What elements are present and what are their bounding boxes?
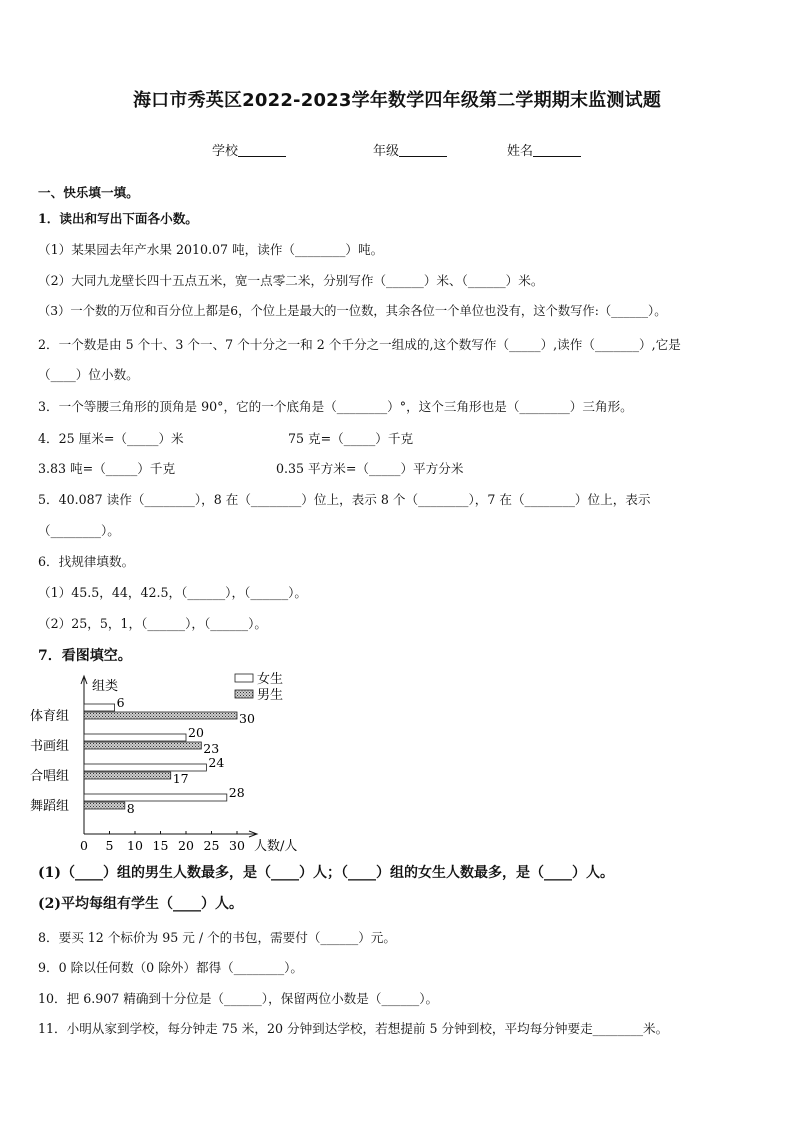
bar-value-label: 24 — [208, 755, 225, 770]
bar-chart — [30, 668, 330, 854]
bar-value-label: 17 — [172, 771, 189, 786]
x-tick-label: 0 — [80, 838, 88, 853]
question-1-part-1: （1）某果园去年产水果 2010.07 吨，读作（________）吨。 — [38, 242, 384, 257]
question-11: 11．小明从家到学校，每分钟走 75 米，20 分钟到达学校，若想提前 5 分钟到校，平均每分钟要走________米。 — [38, 1021, 669, 1036]
bar-male — [84, 742, 201, 749]
bar-value-label: 28 — [228, 785, 245, 800]
category-label: 舞蹈组 — [30, 799, 70, 814]
x-tick-label: 20 — [178, 838, 194, 853]
grade-field — [373, 140, 447, 159]
page-title: 海口市秀英区2022-2023学年数学四年级第二学期期末监测试题 — [132, 90, 662, 111]
name-label: 姓名 — [507, 144, 534, 159]
name-blank — [533, 143, 581, 157]
question-4-d: 0.35 平方米=（_____）平方分米 — [276, 461, 464, 476]
bar-female — [84, 794, 227, 801]
x-tick-label: 15 — [152, 838, 169, 853]
bar-female — [84, 704, 115, 711]
y-axis-label: 组类 — [92, 679, 119, 694]
legend-label: 女生 — [257, 672, 284, 687]
question-9: 9．0 除以任何数（0 除外）都得（________）。 — [38, 960, 304, 975]
category-label: 书画组 — [30, 739, 70, 754]
bar-value-label: 20 — [188, 725, 204, 740]
bar-value-label: 6 — [116, 695, 125, 710]
question-4-b: 75 克=（_____）千克 — [288, 431, 414, 446]
question-7-part-2: (2)平均每组有学生（____）人。 — [38, 896, 243, 912]
legend-swatch — [235, 674, 253, 682]
school-label: 学校 — [212, 144, 239, 159]
legend-label: 男生 — [257, 688, 284, 703]
section-heading: 一、快乐填一填。 — [38, 185, 139, 200]
question-2-continued: （____）位小数。 — [38, 367, 139, 382]
question-1-part-3: （3）一个数的万位和百分位上都是6，个位上是最大的一位数，其余各位一个单位也没有，这个数写作:（______）。 — [38, 304, 667, 318]
x-tick-label: 10 — [127, 838, 143, 853]
bar-male — [84, 712, 237, 719]
bar-female — [84, 734, 186, 741]
question-1-part-2: （2）大同九龙壁长四十五点五米，宽一点零二米，分别写作（______）米、（______）米。 — [38, 273, 544, 288]
school-blank — [238, 143, 286, 157]
question-6: 6．找规律填数。 — [38, 554, 135, 569]
grade-blank — [399, 143, 447, 157]
bar-female — [84, 764, 206, 771]
question-6-part-2: （2）25，5，1，（______），（______）。 — [38, 616, 267, 631]
x-axis-label: 人数/人 — [254, 839, 298, 854]
x-tick-label: 30 — [229, 838, 245, 853]
legend-swatch — [235, 690, 253, 698]
question-1: 1．读出和写出下面各小数。 — [38, 211, 198, 226]
bar-value-label: 30 — [239, 711, 255, 726]
question-3: 3．一个等腰三角形的顶角是 90°，它的一个底角是（________）°，这个三角形也是（________）三角形。 — [38, 399, 633, 414]
bar-value-label: 23 — [203, 741, 220, 756]
grade-label: 年级 — [373, 144, 400, 159]
question-6-part-1: （1）45.5，44，42.5，（______），（______）。 — [38, 585, 308, 600]
question-2: 2．一个数是由 5 个十、3 个一、7 个十分之一和 2 个千分之一组成的,这个数写作（_____）,读作（_______）,它是 — [38, 337, 681, 352]
question-4-a: 4．25 厘米=（_____）米 — [38, 431, 184, 446]
x-tick-label: 25 — [203, 838, 220, 853]
x-tick-label: 5 — [105, 838, 114, 853]
question-8: 8．要买 12 个标价为 95 元 / 个的书包，需要付（______）元。 — [38, 930, 396, 945]
question-7-part-1: (1)（____）组的男生人数最多，是（____）人；（____）组的女生人数最多，是（____）人。 — [38, 865, 614, 881]
chart-legend — [235, 671, 283, 703]
bar-value-label: 8 — [126, 801, 135, 816]
question-7: 7．看图填空。 — [38, 648, 132, 664]
question-5-continued: （________）。 — [38, 523, 120, 538]
school-field — [212, 140, 286, 159]
bar-male — [84, 772, 171, 779]
bar-male — [84, 802, 125, 809]
category-label: 体育组 — [30, 709, 70, 724]
question-10: 10．把 6.907 精确到十分位是（______），保留两位小数是（______）。 — [38, 991, 439, 1006]
question-5: 5．40.087 读作（________），8 在（________）位上，表示 8 个（________），7 在（________）位上，表示 — [38, 492, 651, 507]
name-field — [507, 140, 581, 159]
question-4-c: 3.83 吨=（_____）千克 — [38, 461, 176, 476]
category-label: 合唱组 — [30, 769, 70, 784]
